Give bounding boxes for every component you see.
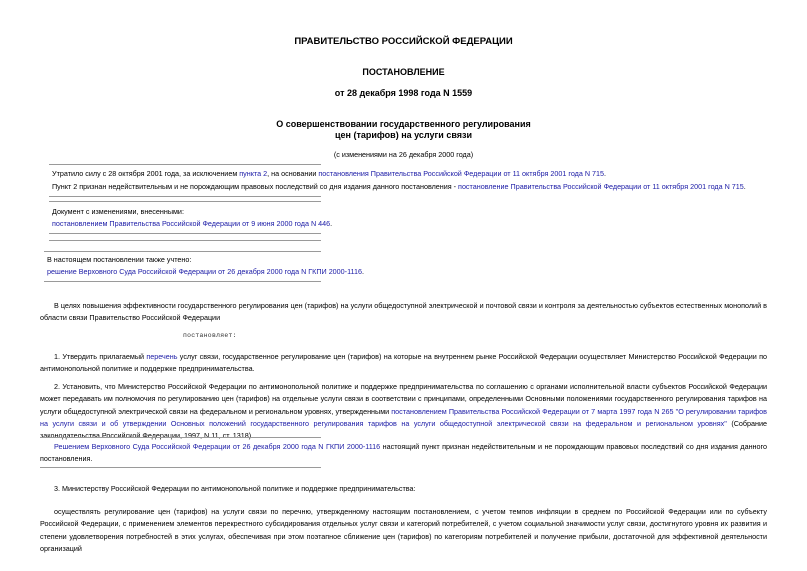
document-type: ПОСТАНОВЛЕНИЕ (362, 67, 445, 77)
item-1: 1. Утвердить прилагаемый перечень услуг связи, государственное регулирование цен (тарифов) на которые на внутреннем рынке Российской Федерации осуществляет Министерство Российской Федерации по антимонопольной политике и поддержке предпринимательства. (40, 352, 767, 374)
document-title-line1: О совершенствовании государственного регулирования (276, 119, 531, 129)
also-considered-label: В настоящем постановлении также учтено: (47, 255, 192, 264)
divider (40, 437, 321, 438)
document-date-number: от 28 декабря 1998 года N 1559 (334, 88, 473, 98)
divider (49, 233, 321, 234)
divider (49, 240, 321, 241)
government-heading: ПРАВИТЕЛЬСТВО РОССИЙСКОЙ ФЕДЕРАЦИИ (294, 36, 513, 47)
also-considered-line: решение Верховного Суда Российской Федерации от 26 декабря 2000 года N ГКПИ 2000-1116. (47, 267, 364, 276)
decree-715-link[interactable]: постановления Правительства Российской Федерации от 11 октября 2001 года N 715 (318, 169, 605, 178)
divider (49, 164, 321, 165)
decree-715-link-2[interactable]: постановление Правительства Российской Федерации от 11 октября 2001 года N 715 (458, 182, 744, 191)
divider (44, 251, 321, 252)
point2-invalid-notice: Пункт 2 признан недействительным и не порождающим правовых последствий со дня издания данного постановления - постановление Правительства Российской Федерации от 11 октября 2001 года N 715. (52, 182, 746, 191)
repeal-notice: Утратило силу с 28 октября 2001 года, за исключением пункта 2, на основании постановления Правительства Российской Федерации от 11 октября 2001 года N 715. (52, 169, 607, 178)
document-title-line2: цен (тарифов) на услуги связи (335, 130, 472, 140)
decree-446-link[interactable]: постановлением Правительства Российской Федерации от 9 июня 2000 года N 446 (52, 219, 331, 228)
court-note: Решением Верховного Суда Российской Федерации от 26 декабря 2000 года N ГКПИ 2000-1116 настоящий пункт признан недействительным и не порождающим правовых последствий со дня издания данного постановления. (40, 442, 767, 464)
item-3: 3. Министерству Российской Федерации по антимонопольной политике и поддержке предпринимательства: (54, 484, 416, 493)
intro-paragraph: В целях повышения эффективности государственного регулирования цен (тарифов) на услуги общедоступной электрической и почтовой связи и контроля за деятельностью субъектов естественных монополий в области связи Правительство Российской Федерации (40, 301, 767, 323)
court-decision-link[interactable]: решение Верховного Суда Российской Федерации от 26 декабря 2000 года N ГКПИ 2000-1116 (47, 267, 362, 276)
amendments-note: (с изменениями на 26 декабря 2000 года) (333, 150, 474, 159)
point2-link[interactable]: пункта 2 (239, 169, 268, 178)
amended-by-label: Документ с изменениями, внесенными: (52, 207, 184, 216)
decree-265-link[interactable]: постановлением Правительства Российской Федерации от 7 марта 1997 года N 265 "О регулировании тарифов на услуги связи и об утверждении Основных положений государственного регулирования тарифов на услуги общедоступной электрической связи на федеральном и региональном уровнях" (40, 406, 767, 428)
divider (49, 196, 321, 197)
court-decision-link-2[interactable]: Решением Верховного Суда Российской Федерации от 26 декабря 2000 года N ГКПИ 2000-1116 (54, 442, 381, 451)
divider (44, 281, 321, 282)
divider (40, 467, 321, 468)
divider (49, 201, 321, 202)
item-3-subparagraph: осуществлять регулирование цен (тарифов) на услуги связи по перечню, утвержденному настоящим постановлением, с учетом темпов инфляции в среднем по Российской Федерации или по субъекту Российской Федерации, с применением элементов перекрестного субсидирования отдельных услуг связи и категорий потребителей, с учетом социальной значимости услуг связи, достигнутого уровня их развития и степени удовлетворения потребностей в этих услугах, обеспечивая при этом поэтапное сближение цен (тарифов) по категориям потребителей и получение прибыли, достаточной для эффективной деятельности организаций (40, 507, 767, 553)
services-list-link[interactable]: перечень (146, 352, 178, 361)
item-2: 2. Установить, что Министерство Российской Федерации по антимонопольной политике и поддержке предпринимательства по соглашению с органами исполнительной власти субъектов Российской Федерации может передавать им полномочия по регулированию цен (тарифов) на отдельные услуги связи в соответствии с принципами, определенными Основными положениями государственного регулирования тарифов на услуги общедоступной электрической связи на федеральном и региональном уровнях, утвержденными постановлением Правительства Российской Федерации от 7 марта 1997 года N 265 "О регулировании тарифов на услуги связи и об утверждении Основных положений государственного регулирования тарифов на услуги общедоступной электрической связи на федеральном и региональном уровнях" (Собрание законодательства Российской Федерации, 1997, N 11, ст. 1318). (40, 382, 768, 441)
decree-word: постановляет: (183, 332, 237, 339)
amended-by-line: постановлением Правительства Российской Федерации от 9 июня 2000 года N 446. (52, 219, 333, 228)
